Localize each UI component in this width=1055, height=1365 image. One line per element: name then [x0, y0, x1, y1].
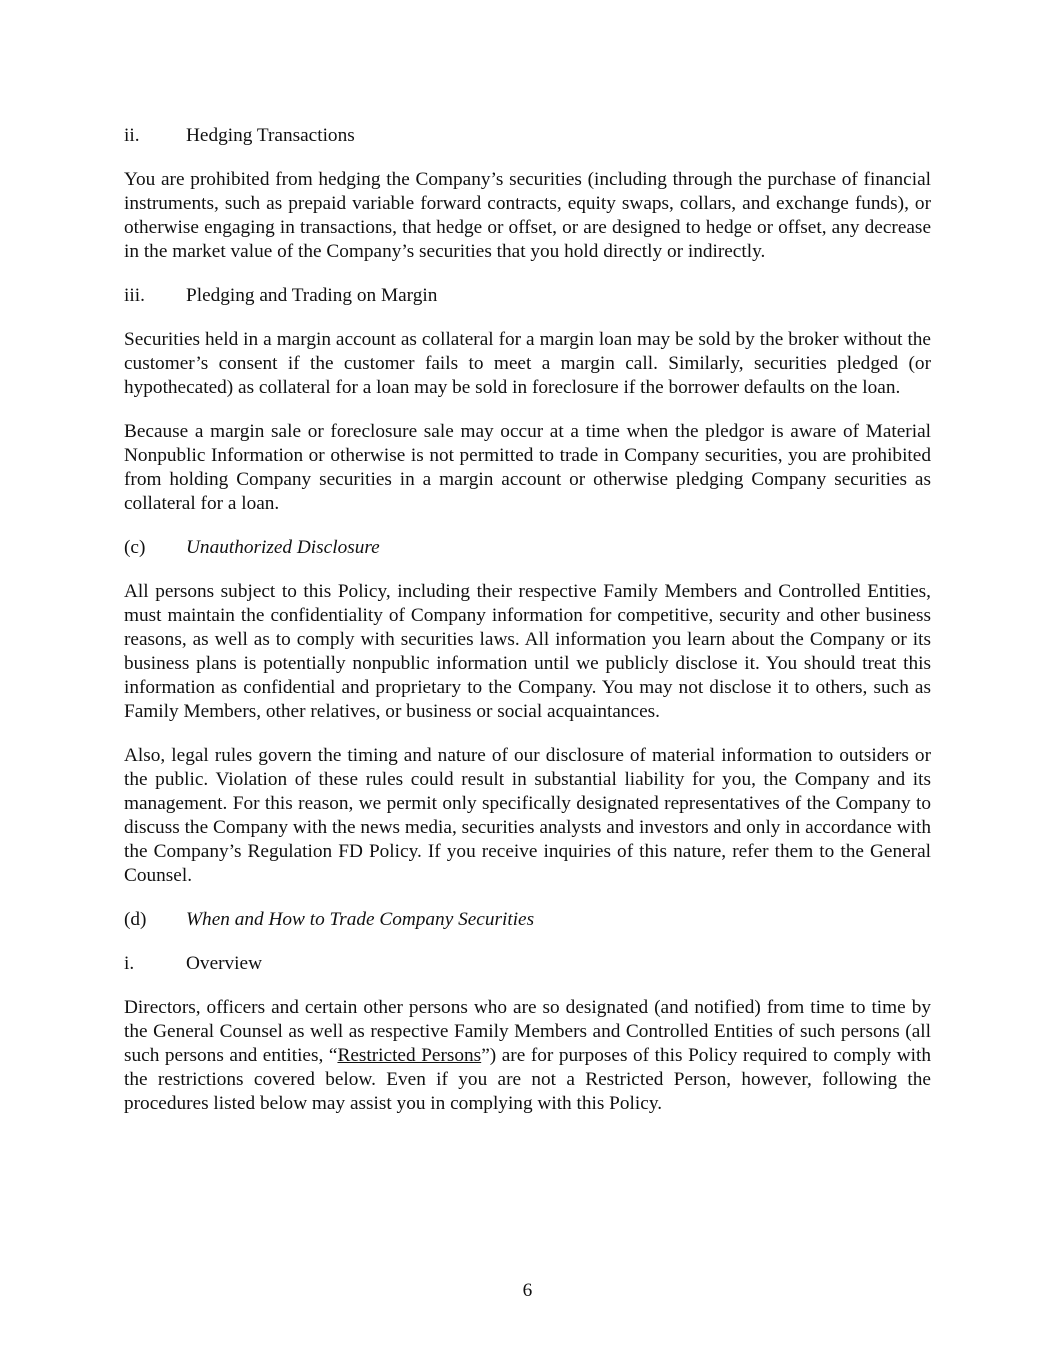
section-heading-pledging [124, 284, 931, 308]
section-number: ii. [124, 125, 140, 146]
section-heading-overview [124, 952, 931, 976]
page-number: 6 [522, 1280, 533, 1301]
paragraph-pledging-1: Securities held in a margin account as collateral for a margin loan may be sold by the broker without the customer’s consent if the customer fails to meet a margin call. Similarly, securities pledged (or hypothecated) as collateral for a loan may be sold in foreclosure if the borrower defaults on the loan. [124, 329, 931, 398]
paragraph-disclosure-2: Also, legal rules govern the timing and nature of our disclosure of material information to outsiders or the public. Violation of these rules could result in substantial liability for you, the Company and its management. For this reason, we permit only specifically designated representatives of the Company to discuss the Company with the news media, securities analysts and investors and only in accordance with the Company’s Regulation FD Policy. If you receive inquiries of this nature, refer them to the General Counsel. [124, 745, 931, 886]
document-page [124, 124, 931, 1136]
section-title: When and How to Trade Company Securities [186, 909, 535, 930]
section-number: (c) [124, 537, 146, 558]
section-title: Overview [186, 953, 263, 974]
paragraph-overview [124, 996, 931, 1116]
section-title: Hedging Transactions [186, 125, 355, 146]
section-title: Unauthorized Disclosure [186, 537, 380, 558]
defined-term-restricted-persons: Restricted Persons [337, 1045, 482, 1066]
section-heading-trading [124, 908, 931, 932]
section-number: iii. [124, 285, 145, 306]
section-title: Pledging and Trading on Margin [186, 285, 438, 306]
paragraph-pledging-2: Because a margin sale or foreclosure sale may occur at a time when the pledgor is aware of Material Nonpublic Information or otherwise is not permitted to trade in Company securities, you are prohibited from holding Company securities in a margin account or otherwise pledging Company securities as collateral for a loan. [124, 421, 931, 514]
section-heading-disclosure [124, 536, 931, 560]
paragraph-text: ”) are for purposes of this Policy required to comply with the restrictions covered below. Even if you are not a Restricted Person, however, following the procedures listed below may assist you in complying with this Policy. [124, 1045, 932, 1114]
section-number: i. [124, 953, 135, 974]
paragraph-hedging: You are prohibited from hedging the Company’s securities (including through the purchase of financial instruments, such as prepaid variable forward contracts, equity swaps, collars, and exchange funds), or otherwise engaging in transactions, that hedge or offset, or are designed to hedge or offset, any decrease in the market value of the Company’s securities that you hold directly or indirectly. [124, 169, 931, 262]
paragraph-disclosure-1: All persons subject to this Policy, including their respective Family Members and Controlled Entities, must maintain the confidentiality of Company information for competitive, security and other business reasons, as well as to comply with securities laws. All information you learn about the Company or its business plans is potentially nonpublic information until we publicly disclose it. You should treat this information as confidential and proprietary to the Company. You may not disclose it to others, such as Family Members, other relatives, or business or social acquaintances. [124, 581, 931, 722]
paragraph-text: Directors, officers and certain other persons who are so designated (and notified) from time to time by the General Counsel as well as respective Family Members and Controlled Entities of such persons (all such persons and entities, “ [124, 997, 931, 1066]
section-heading-hedging [124, 124, 931, 148]
section-number: (d) [124, 909, 147, 930]
